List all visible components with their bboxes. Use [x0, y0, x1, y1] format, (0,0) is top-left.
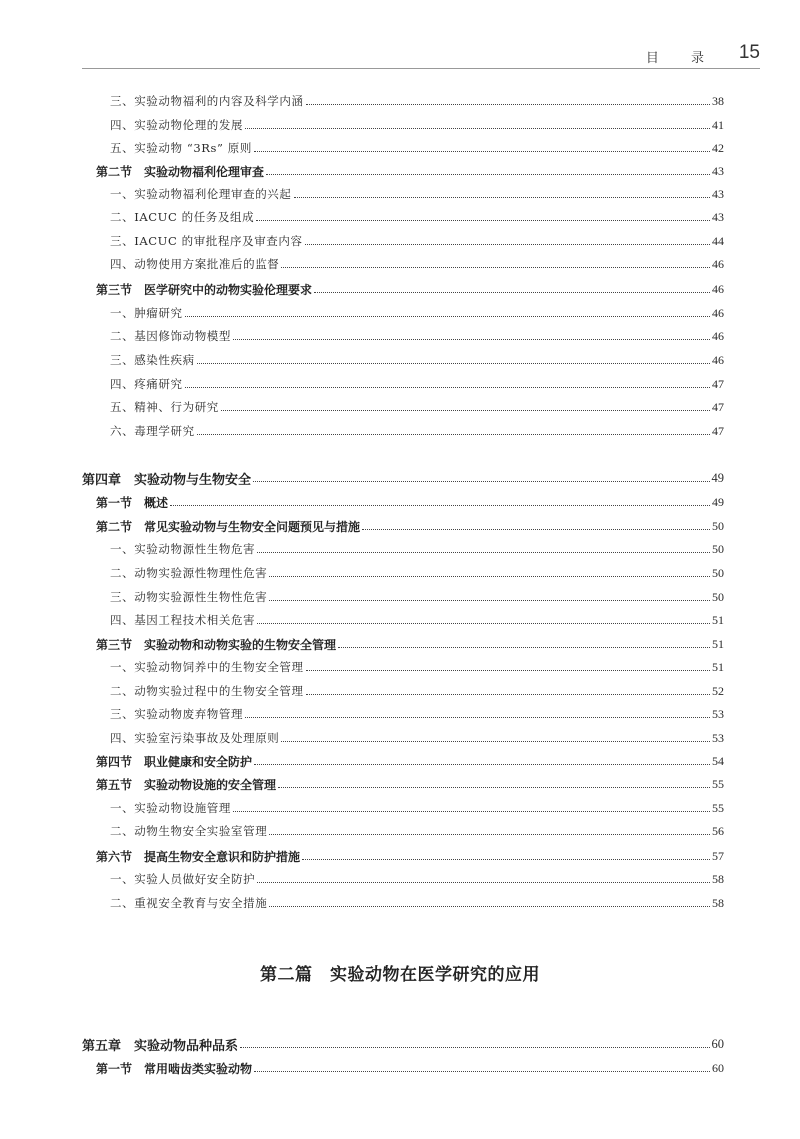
toc-item-row — [82, 703, 724, 725]
toc-item-row — [82, 230, 724, 252]
toc-entry-page: 42 — [712, 140, 724, 155]
dot-leader — [269, 906, 710, 907]
toc-entry-label: 三、实验动物福利的内容及科学内涵 — [110, 94, 304, 108]
toc-entry-page: 46 — [712, 305, 724, 320]
toc-entry-page: 54 — [712, 753, 724, 768]
toc-entry-label: 第三节 实验动物和动物实验的生物安全管理 — [96, 637, 337, 652]
dot-leader — [306, 694, 710, 695]
toc-item-row — [82, 727, 724, 749]
dot-leader — [233, 811, 710, 812]
toc-entry-label: 第二节 常见实验动物与生物安全问题预见与措施 — [96, 519, 361, 534]
toc-item-row — [82, 538, 724, 560]
dot-leader — [302, 859, 710, 860]
toc-entry-page: 44 — [712, 233, 724, 248]
dot-leader — [257, 882, 710, 883]
dot-leader — [254, 1071, 710, 1072]
toc-entry-page: 60 — [711, 1036, 724, 1051]
toc-entry-page: 57 — [712, 848, 724, 863]
toc-entry-page: 50 — [712, 541, 724, 556]
toc-item-row — [82, 609, 724, 631]
toc-item-row — [82, 820, 724, 842]
toc-section-row — [82, 750, 724, 772]
toc-entry-page: 38 — [712, 93, 724, 108]
toc-entry-page: 50 — [712, 565, 724, 580]
dot-leader — [266, 174, 710, 175]
dot-leader — [256, 220, 710, 221]
toc-entry-label: 三、IACUC 的审批程序及审查内容 — [110, 234, 303, 248]
toc-entry-page: 55 — [712, 776, 724, 791]
dot-leader — [185, 387, 710, 388]
dot-leader — [257, 552, 710, 553]
toc-item-row — [82, 302, 724, 324]
toc-entry-label: 五、实验动物 “3Rs” 原则 — [110, 141, 252, 155]
toc-entry-page: 41 — [712, 117, 724, 132]
toc-item-row — [82, 396, 724, 418]
toc-entry-page: 51 — [712, 659, 724, 674]
dot-leader — [269, 576, 710, 577]
toc-item-row — [82, 206, 724, 228]
toc-item-row — [82, 349, 724, 371]
toc-entry-page: 49 — [712, 494, 724, 509]
toc-section-row — [82, 1057, 724, 1079]
toc-entry-label: 二、IACUC 的任务及组成 — [110, 210, 255, 224]
dot-leader — [170, 505, 710, 506]
dot-leader — [294, 197, 711, 198]
part-title: 第二篇 实验动物在医学研究的应用 — [260, 965, 540, 985]
toc-item-row — [82, 586, 724, 608]
toc-entry-page: 55 — [712, 800, 724, 815]
toc-entry-page: 49 — [711, 470, 724, 485]
toc-entry-page: 53 — [712, 730, 724, 745]
toc-section-row — [82, 845, 724, 867]
toc-section-row — [82, 160, 724, 182]
toc-entry-label: 三、动物实验源性生物性危害 — [110, 590, 268, 604]
toc-entry-label: 第二节 实验动物福利伦理审查 — [96, 164, 265, 179]
toc-entry-page: 53 — [712, 706, 724, 721]
toc-item-row — [82, 90, 724, 112]
toc-entry-page: 47 — [712, 399, 724, 414]
dot-leader — [306, 670, 710, 671]
toc-entry-label: 五、精神、行为研究 — [110, 400, 219, 414]
toc-entry-page: 50 — [712, 518, 724, 533]
dot-leader — [281, 267, 710, 268]
toc-entry-label: 第六节 提高生物安全意识和防护措施 — [96, 849, 301, 864]
toc-item-row — [82, 114, 724, 136]
dot-leader — [245, 717, 710, 718]
toc-entry-page: 43 — [712, 209, 724, 224]
dot-leader — [221, 410, 710, 411]
page-header — [82, 40, 760, 68]
dot-leader — [338, 647, 710, 648]
dot-leader — [197, 363, 710, 364]
toc-entry-label: 三、感染性疾病 — [110, 353, 195, 367]
dot-leader — [257, 623, 710, 624]
toc-entry-label: 第一节 概述 — [96, 495, 169, 510]
header-page-number: 15 — [738, 42, 760, 63]
toc-section-row — [82, 278, 724, 300]
toc-entry-label: 二、动物生物安全实验室管理 — [110, 824, 268, 838]
toc-entry-label: 第五章 实验动物品种品系 — [82, 1038, 239, 1054]
toc-entry-label: 四、实验室污染事故及处理原则 — [110, 731, 280, 745]
toc-item-row — [82, 656, 724, 678]
dot-leader — [269, 600, 710, 601]
toc-section-row — [82, 515, 724, 537]
dot-leader — [233, 339, 710, 340]
toc-entry-page: 51 — [712, 636, 724, 651]
dot-leader — [306, 104, 710, 105]
dot-leader — [305, 244, 710, 245]
toc-entry-page: 47 — [712, 423, 724, 438]
dot-leader — [281, 741, 710, 742]
toc-chapter-row — [82, 1033, 724, 1055]
toc-entry-page: 46 — [712, 352, 724, 367]
toc-item-row — [82, 183, 724, 205]
toc-entry-page: 56 — [712, 823, 724, 838]
toc-entry-label: 第四章 实验动物与生物安全 — [82, 472, 252, 488]
toc-entry-label: 一、实验动物福利伦理审查的兴起 — [110, 187, 292, 201]
toc-entry-page: 46 — [712, 281, 724, 296]
dot-leader — [278, 787, 710, 788]
toc-entry-label: 二、重视安全教育与安全措施 — [110, 896, 268, 910]
toc-item-row — [82, 325, 724, 347]
toc-item-row — [82, 420, 724, 442]
toc-item-row — [82, 797, 724, 819]
toc-item-row — [82, 680, 724, 702]
toc-entry-page: 43 — [712, 186, 724, 201]
dot-leader — [253, 481, 709, 482]
toc-entry-label: 一、肿瘤研究 — [110, 306, 183, 320]
toc-entry-label: 六、毒理学研究 — [110, 424, 195, 438]
toc-entry-label: 一、实验人员做好安全防护 — [110, 872, 256, 886]
toc-section-row — [82, 773, 724, 795]
toc-item-row — [82, 373, 724, 395]
toc-entry-label: 二、动物实验过程中的生物安全管理 — [110, 684, 304, 698]
dot-leader — [245, 128, 710, 129]
toc-entry-label: 第四节 职业健康和安全防护 — [96, 754, 253, 769]
toc-entry-page: 47 — [712, 376, 724, 391]
toc-section-row — [82, 633, 724, 655]
toc-item-row — [82, 137, 724, 159]
dot-leader — [185, 316, 710, 317]
toc-entry-label: 四、疼痛研究 — [110, 377, 183, 391]
toc-chapter-row — [82, 467, 724, 489]
dot-leader — [362, 529, 710, 530]
toc-entry-page: 46 — [712, 256, 724, 271]
toc-entry-page: 50 — [712, 589, 724, 604]
toc-item-row — [82, 562, 724, 584]
dot-leader — [269, 834, 710, 835]
header-title: 目 录 — [645, 51, 718, 66]
toc-entry-label: 第五节 实验动物设施的安全管理 — [96, 777, 277, 792]
toc-entry-page: 58 — [712, 895, 724, 910]
header-rule — [82, 68, 760, 69]
toc-entry-label: 第一节 常用啮齿类实验动物 — [96, 1061, 253, 1076]
toc-entry-label: 二、动物实验源性物理性危害 — [110, 566, 268, 580]
toc-entry-label: 一、实验动物源性生物危害 — [110, 542, 256, 556]
dot-leader — [254, 764, 710, 765]
dot-leader — [314, 292, 710, 293]
toc-entry-label: 四、基因工程技术相关危害 — [110, 613, 256, 627]
toc-entry-label: 第三节 医学研究中的动物实验伦理要求 — [96, 282, 313, 297]
toc-item-row — [82, 253, 724, 275]
toc-entry-label: 四、实验动物伦理的发展 — [110, 118, 244, 132]
toc-entry-page: 52 — [712, 683, 724, 698]
toc-entry-label: 一、实验动物设施管理 — [110, 801, 231, 815]
toc-item-row — [82, 892, 724, 914]
toc-entry-label: 四、动物使用方案批准后的监督 — [110, 257, 280, 271]
toc-entry-page: 51 — [712, 612, 724, 627]
toc-entry-page: 58 — [712, 871, 724, 886]
toc-item-row — [82, 868, 724, 890]
dot-leader — [240, 1047, 709, 1048]
dot-leader — [254, 151, 710, 152]
toc-entry-page: 60 — [712, 1060, 724, 1075]
toc-entry-page: 46 — [712, 328, 724, 343]
toc-entry-label: 三、实验动物废弃物管理 — [110, 707, 244, 721]
toc-section-row — [82, 491, 724, 513]
toc-entry-label: 二、基因修饰动物模型 — [110, 329, 231, 343]
toc-entry-page: 43 — [712, 163, 724, 178]
toc-entry-label: 一、实验动物饲养中的生物安全管理 — [110, 660, 304, 674]
dot-leader — [197, 434, 710, 435]
